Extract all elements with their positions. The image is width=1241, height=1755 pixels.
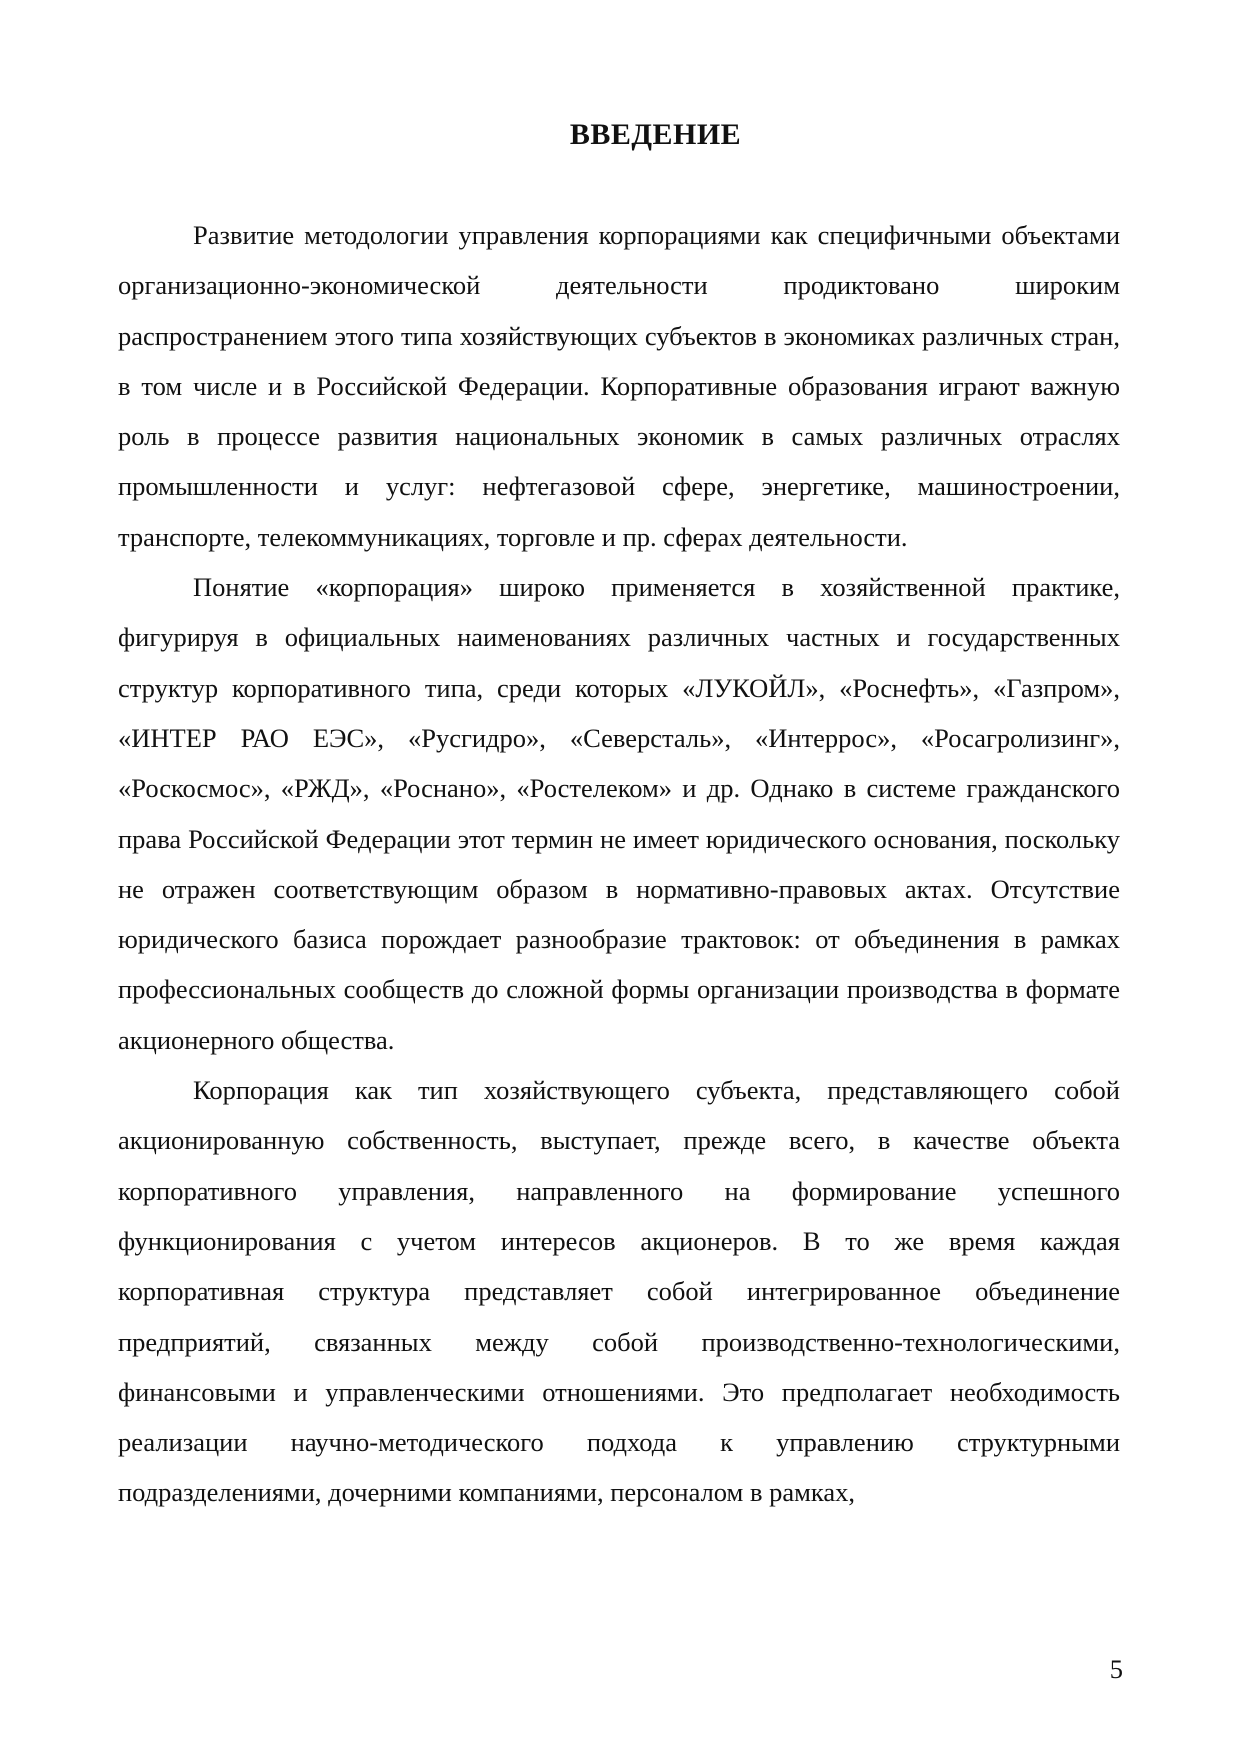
page-number: 5 <box>1109 1654 1123 1684</box>
paragraph-2: Понятие «корпорация» широко применяется в хозяйственной практике, фигурируя в официальных наименованиях различных частных и государственных структур корпоративного типа, среди которых «ЛУКОЙЛ», «Роснефть», «Газпром», «ИНТЕР РАО ЕЭС», «Русгидро», «Северсталь», «Интеррос», «Росагролизинг», «Роскосмос», «РЖД», «Роснано», «Ростелеком» и др. Однако в системе гражданского права Российской Федерации этот термин не имеет юридического основания, поскольку не отражен соответствующим образом в нормативно-правовых актах. Отсутствие юридического базиса порождает разнообразие трактовок: от объединения в рамках профессиональных сообществ до сложной формы организации производства в формате акционерного общества. <box>118 572 1120 1055</box>
document-body <box>118 210 1120 1518</box>
paragraph-3: Корпорация как тип хозяйствующего субъекта, представляющего собой акционированную собственность, выступает, прежде всего, в качестве объекта корпоративного управления, направленного на формирование успешного функционирования с учетом интересов акционеров. В то же время каждая корпоративная структура представляет собой интегрированное объединение предприятий, связанных между собой производственно-технологическими, финансовыми и управленческими отношениями. Это предполагает необходимость реализации научно-методического подхода к управлению структурными подразделениями, дочерними компаниями, персоналом в рамках, <box>118 1075 1120 1508</box>
page-title: ВВЕДЕНИЕ <box>569 118 742 151</box>
paragraph-1: Развитие методологии управления корпорациями как специфичными объектами организационно-экономической деятельности продиктовано широким распространением этого типа хозяйствующих субъектов в экономиках различных стран, в том числе и в Российской Федерации. Корпоративные образования играют важную роль в процессе развития национальных экономик в самых различных отраслях промышленности и услуг: нефтегазовой сфере, энергетике, машиностроении, транспорте, телекоммуникациях, торговле и пр. сферах деятельности. <box>118 220 1120 552</box>
